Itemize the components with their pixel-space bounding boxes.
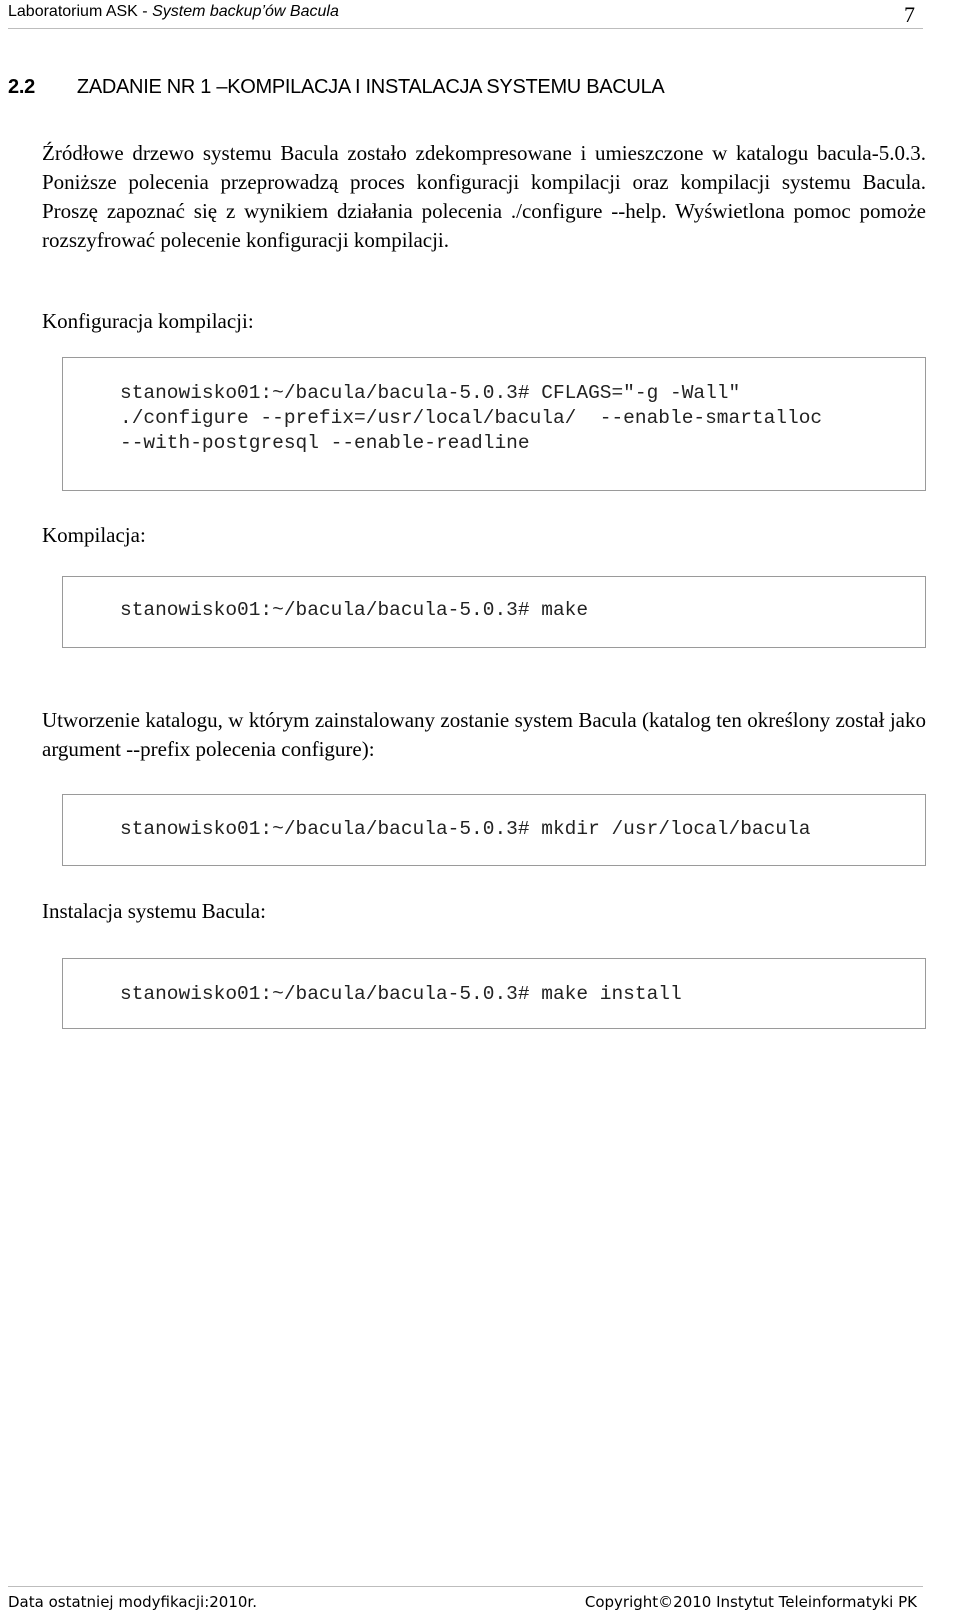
configure-label: Konfiguracja kompilacji: — [42, 309, 254, 333]
code-line: ./configure --prefix=/usr/local/bacula/ --enable-smartalloc — [120, 407, 823, 429]
header-course: Laboratorium ASK — [8, 3, 138, 20]
section-number: 2.2 — [8, 76, 35, 98]
header-separator: - — [137, 3, 153, 20]
mkdir-paragraph: Utworzenie katalogu, w którym zainstalowany zostanie system Bacula (katalog ten określony został jako argument --prefix polecenia configure): — [42, 708, 926, 761]
compile-label: Kompilacja: — [42, 523, 146, 547]
header-subtitle: System backup’ów Bacula — [152, 3, 339, 20]
install-code-block — [62, 958, 926, 1029]
footer-copyright: Copyright©2010 Instytut Teleinformatyki PK — [584, 1593, 917, 1611]
page-header — [8, 0, 923, 29]
footer-modification-date: Data ostatniej modyfikacji:2010r. — [8, 1593, 257, 1611]
intro-paragraph: Źródłowe drzewo systemu Bacula zostało zdekompresowane i umieszczone w katalogu bacula-5.0.3. Poniższe polecenia przeprowadzą proces konfiguracji kompilacji oraz kompilacji systemu Bacula. Proszę zapoznać się z wynikiem działania polecenia ./configure --help. Wyświetlona pomoc pomoże rozszyfrować polecenie konfiguracji kompilacji. — [42, 141, 926, 252]
header-title — [8, 3, 339, 21]
code-line: --with-postgresql --enable-readline — [120, 432, 530, 454]
code-line: stanowisko01:~/bacula/bacula-5.0.3# make install — [120, 983, 682, 1005]
code-line: stanowisko01:~/bacula/bacula-5.0.3# make — [120, 599, 589, 621]
page-number: 7 — [904, 2, 915, 27]
configure-code-block — [62, 357, 926, 491]
page-footer — [8, 1586, 923, 1618]
code-line: stanowisko01:~/bacula/bacula-5.0.3# CFLAGS="-g -Wall" — [120, 382, 741, 404]
mkdir-code-block — [62, 794, 926, 866]
compile-code-block — [62, 576, 926, 648]
code-line: stanowisko01:~/bacula/bacula-5.0.3# mkdir /usr/local/bacula — [120, 818, 811, 840]
section-heading — [8, 76, 664, 99]
install-label: Instalacja systemu Bacula: — [42, 899, 266, 923]
section-title: ZADANIE NR 1 –KOMPILACJA I INSTALACJA SYSTEMU BACULA — [76, 76, 665, 98]
